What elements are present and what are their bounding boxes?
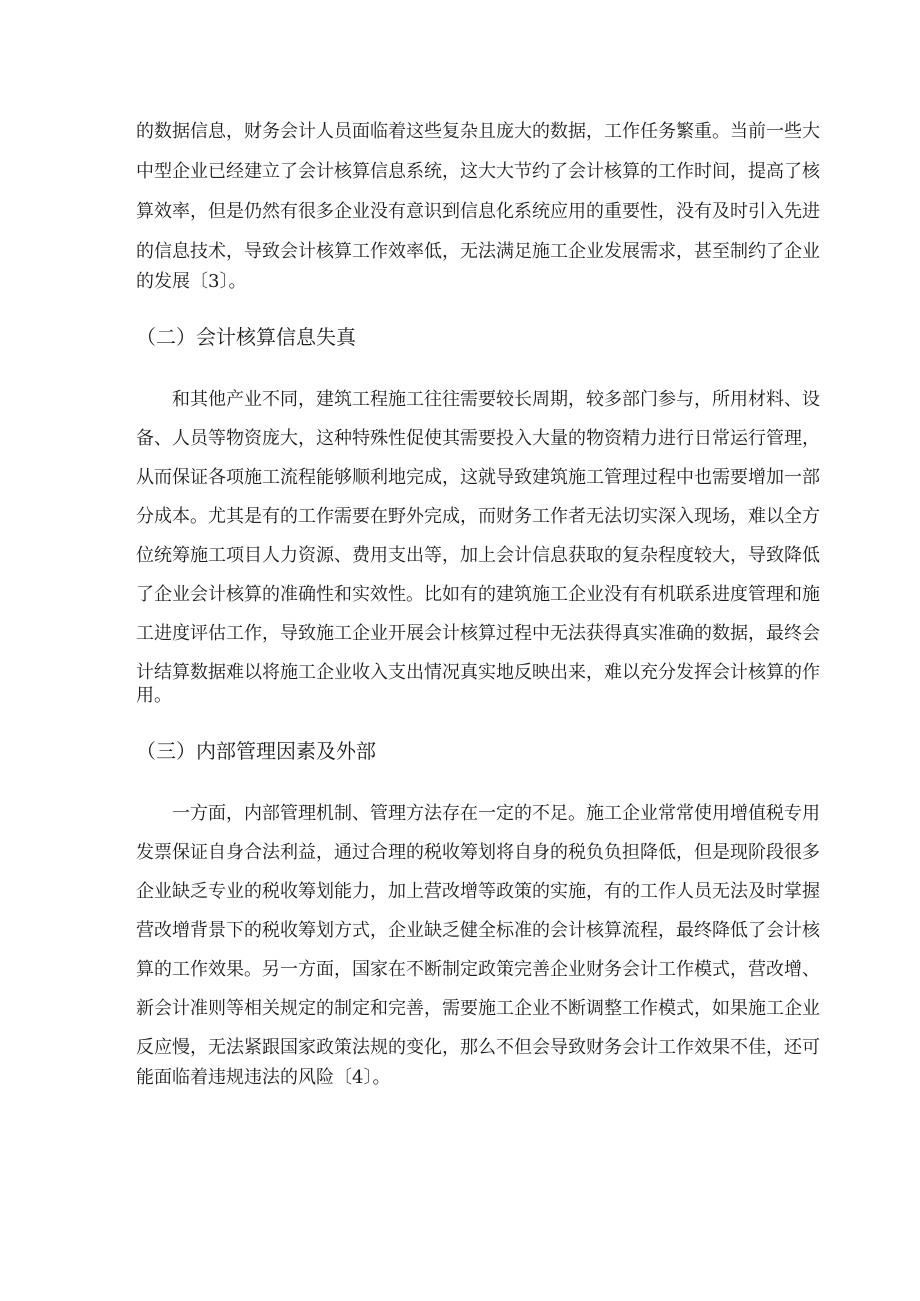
paragraph-line: 新会计准则等相关规定的制定和完善，需要施工企业不断调整工作模式，如果施工企业 bbox=[136, 998, 820, 1019]
section-heading-3: （三）内部管理因素及外部 bbox=[136, 739, 376, 763]
paragraph-line-first: 一方面，内部管理机制、管理方法存在一定的不足。施工企业常常使用增值税专用 bbox=[172, 803, 820, 824]
paragraph-line-first: 和其他产业不同，建筑工程施工往往需要较长周期，较多部门参与，所用材料、设 bbox=[172, 389, 820, 410]
paragraph-line: 营改增背景下的税收筹划方式，企业缺乏健全标准的会计核算流程，最终降低了会计核 bbox=[136, 920, 820, 941]
paragraph-line: 了企业会计核算的准确性和实效性。比如有的建筑施工企业没有有机联系进度管理和施 bbox=[136, 584, 820, 605]
paragraph-line: 的信息技术，导致会计核算工作效率低，无法满足施工企业发展需求，甚至制约了企业 bbox=[136, 241, 820, 262]
paragraph-line: 发票保证自身合法利益，通过合理的税收筹划将自身的税负负担降低，但是现阶段很多 bbox=[136, 842, 820, 863]
paragraph-line: 算的工作效果。另一方面，国家在不断制定政策完善企业财务会计工作模式，营改增、 bbox=[136, 959, 820, 980]
paragraph-line: 算效率，但是仍然有很多企业没有意识到信息化系统应用的重要性，没有及时引入先进 bbox=[136, 201, 820, 222]
paragraph-line: 反应慢，无法紧跟国家政策法规的变化，那么不但会导致财务会计工作效果不佳，还可 bbox=[136, 1037, 820, 1058]
paragraph-line: 位统筹施工项目人力资源、费用支出等，加上会计信息获取的复杂程度较大，导致降低 bbox=[136, 545, 820, 566]
paragraph-line: 中型企业已经建立了会计核算信息系统，这大大节约了会计核算的工作时间，提高了核 bbox=[136, 161, 820, 182]
paragraph-line: 的数据信息，财务会计人员面临着这些复杂且庞大的数据，工作任务繁重。当前一些大 bbox=[136, 121, 820, 142]
paragraph-line-last: 的发展〔3〕。 bbox=[136, 271, 247, 292]
paragraph-line: 工进度评估工作，导致施工企业开展会计核算过程中无法获得真实准确的数据，最终会 bbox=[136, 623, 820, 644]
paragraph-line: 企业缺乏专业的税收筹划能力，加上营改增等政策的实施，有的工作人员无法及时掌握 bbox=[136, 881, 820, 902]
paragraph-line: 计结算数据难以将施工企业收入支出情况真实地反映出来，难以充分发挥会计核算的作 bbox=[136, 662, 820, 683]
paragraph-line: 备、人员等物资庞大，这种特殊性促使其需要投入大量的物资精力进行日常运行管理， bbox=[136, 428, 820, 449]
paragraph-line-last: 用。 bbox=[136, 685, 172, 706]
paragraph-line: 分成本。尤其是有的工作需要在野外完成，而财务工作者无法切实深入现场，难以全方 bbox=[136, 506, 820, 527]
paragraph-line-last: 能面临着违规违法的风险〔4〕。 bbox=[136, 1067, 391, 1088]
paragraph-line: 从而保证各项施工流程能够顺利地完成，这就导致建筑施工管理过程中也需要增加一部 bbox=[136, 467, 820, 488]
section-heading-2: （二）会计核算信息失真 bbox=[136, 325, 356, 349]
